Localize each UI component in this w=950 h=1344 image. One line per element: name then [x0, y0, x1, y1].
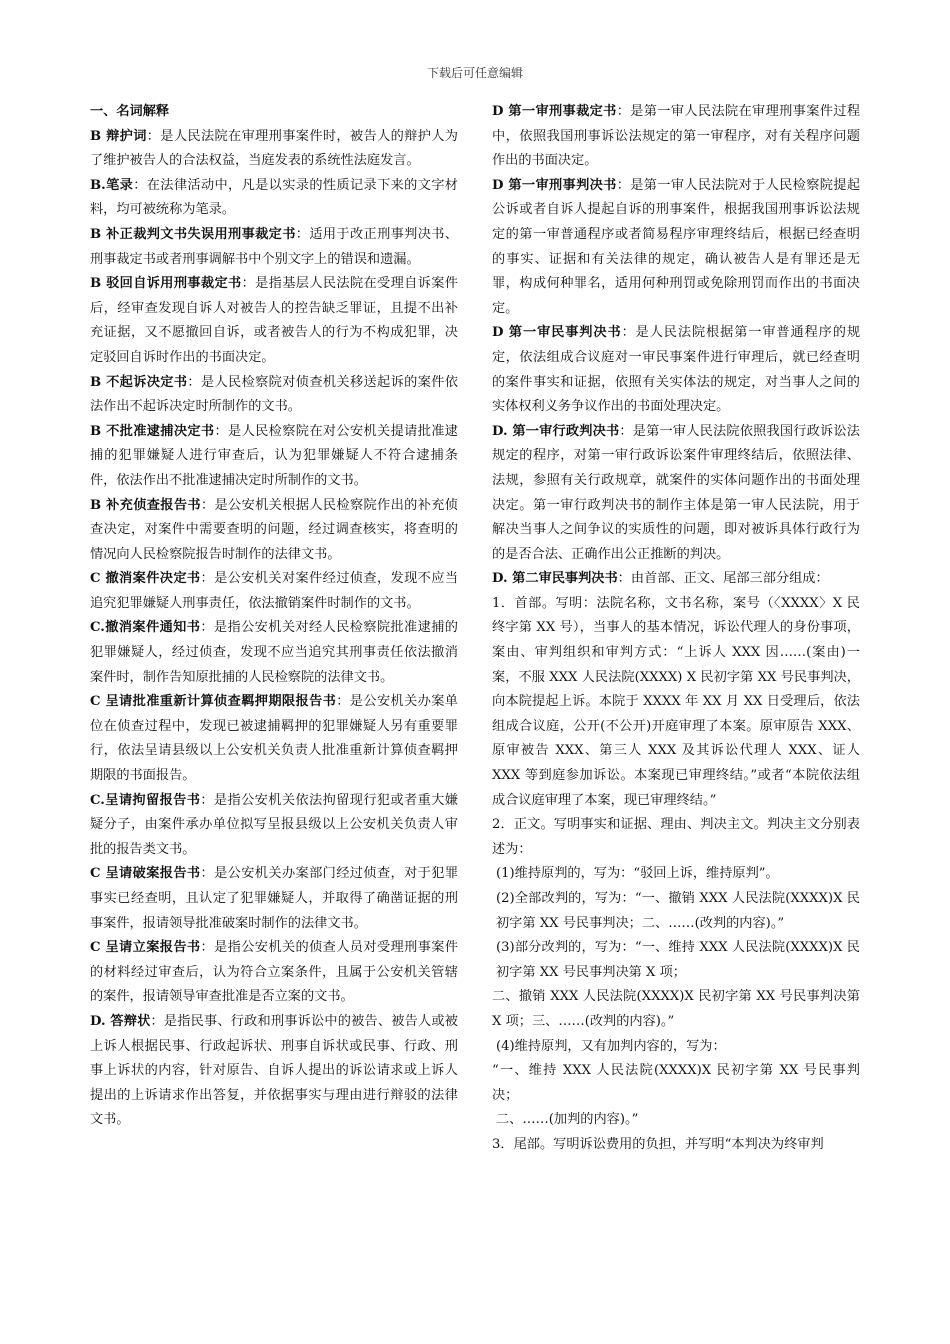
entry-term: B 驳回自诉用刑事裁定书 — [90, 276, 242, 292]
right-column — [492, 100, 860, 1158]
entry-term: C.撤消案件通知书 — [90, 620, 201, 636]
entry-term: D 第一审刑事判决书 — [492, 177, 617, 193]
entry-term: D 第一审刑事裁定书 — [492, 104, 617, 119]
entry-bohui-zisu — [90, 272, 458, 370]
section-title: 一、名词解释 — [90, 104, 170, 119]
entry-definition: ：适用于改正刑事判决书、刑事裁定书或者刑事调解书中个别文字上的错误和遗漏。 — [90, 226, 458, 267]
entry-ershen-minshi-panjue — [492, 567, 860, 592]
entry-definition: ：在法律活动中，凡是以实录的性质记录下来的文字材料，均可被统称为笔录。 — [90, 177, 458, 218]
paragraph-item-4-line2: 二、……(加判的内容)。” — [496, 1112, 639, 1128]
entry-definition: ：是人民法院根据第一审普通程序的规定，依法组成合议庭对一审民事案件进行审理后，就已经查明的案件事实和证据，依照有关实体法的规定，对当事人之间的实体权利义务争议作出的书面处理决定。 — [492, 325, 861, 415]
paragraph-item-1: (1)维持原判的，写为：“驳回上诉，维持原判”。 — [496, 866, 779, 882]
entry-yishen-xingzheng-panjue — [492, 420, 860, 568]
entry-definition: ：是人民检察院在对公安机关提请批准逮捕的犯罪嫌疑人进行审查后，认为犯罪嫌疑人不符合逮捕条件，依法作出不批准逮捕决定时所制作的文书。 — [90, 423, 458, 488]
entry-definition: ：是指基层人民法院在受理自诉案件后，经审查发现自诉人对被告人的控告缺乏罪证，且提不出补充证据，又不愿撤回自诉，或者被告人的行为不构成犯罪，决定驳回自诉时作出的书面决定。 — [90, 276, 458, 365]
entry-buchong-zhencha — [90, 494, 458, 568]
entry-definition: ：是公安机关办案部门经过侦查，对于犯罪事实已经查明，且认定了犯罪嫌疑人，并取得了确凿证据的刑事案件，报请领导批准破案时制作的法律文书。 — [90, 866, 459, 931]
entry-bianhuci — [90, 125, 458, 174]
entry-term: C 呈请批准重新计算侦查羁押期限报告书 — [90, 694, 337, 710]
paragraph-item-2: (2)全部改判的，写为：“一、撤销 XXX 人民法院(XXXX)X 民初字第 XX 号民事判决；二、……(改判的内容)。” — [496, 891, 860, 931]
entry-term: C.呈请拘留报告书 — [90, 792, 201, 808]
entry-definition: ：是人民检察院对侦查机关移送起诉的案件依法作出不起诉决定时所制作的文书。 — [90, 374, 458, 415]
entry-definition: ：是指公安机关的侦查人员对受理刑事案件的材料经过审查后，认为符合立案条件，且属于公安机关管辖的案件，报请领导审查批准是否立案的文书。 — [90, 940, 459, 1005]
entry-yishen-xingshi-panjue — [492, 174, 860, 322]
entry-bupizhun-daibu — [90, 420, 458, 494]
entry-juliu — [90, 789, 458, 863]
entry-yishen-minshi-panjue — [492, 321, 860, 419]
entry-definition: ：是公安机关办案单位在侦查过程中，发现已被逮捕羁押的犯罪嫌疑人另有重要罪行，依法呈请县级以上公安机关负责人批准重新计算侦查羁押期限的书面报告。 — [90, 694, 458, 784]
entry-bilu — [90, 174, 458, 223]
entry-term: D 第一审民事判决书 — [492, 325, 622, 341]
paragraph-item-4-line1: “一、维持 XXX 人民法院(XXXX)X 民初字第 XX 号民事判决； — [492, 1063, 860, 1103]
entry-term: D. 第二审民事判决书 — [492, 571, 618, 587]
entry-definition: ：由首部、正文、尾部三部分组成： — [617, 571, 829, 587]
entry-term: C 撤消案件决定书 — [90, 571, 201, 587]
entry-definition: ：是第一审人民法院在审理刑事案件过程中，依照我国刑事诉讼法规定的第一审程序，对有关程序问题作出的书面决定。 — [492, 104, 861, 169]
entry-chexiao-jueding — [90, 567, 458, 616]
entry-definition: ：是第一审人民法院依照我国行政诉讼法规定的程序，对第一审行政诉讼案件审理终结后，依照法律、法规，参照有关行政规章，就案件的实体问题作出的书面处理决定。第一审行政判决书的制作主体是第一审人民法院，用于解决当事人之间争议的实质性的问题，即对被诉具体行政行为的是否合法、正确作出公正推断的判决。 — [492, 423, 860, 562]
entry-definition: ：是第一审人民法院对于人民检察院提起公诉或者自诉人提起自诉的刑事案件，根据我国刑事诉讼法规定的第一审普通程序或者简易程序审理终结后，根据已经查明的事实、证据和有关法律的规定，确认被告人是有罪还是无罪，构成何种罪名，适用何种刑罚或免除刑罚而作出的书面决定。 — [492, 177, 861, 316]
entry-lian — [90, 936, 458, 1010]
entry-term: D. 答辩状 — [90, 1013, 151, 1029]
paragraph-item-4: (4)维持原判，又有加判内容的，写为： — [496, 1038, 726, 1054]
entry-definition: ：是指公安机关依法拘留现行犯或者重大嫌疑分子，由案件承办单位拟写呈报县级以上公安机关负责人审批的报告类文书。 — [90, 792, 458, 857]
entry-term: B 补充侦查报告书 — [90, 497, 201, 513]
entry-buqisu — [90, 371, 458, 420]
entry-term: B 辩护词 — [90, 128, 147, 144]
entry-chongxin-jisuan — [90, 690, 458, 788]
paragraph-item-3-cont: 二、撤销 XXX 人民法院(XXXX)X 民初字第 XX 号民事判决第 X 项；三、……(改判的内容)。” — [492, 989, 860, 1029]
entry-definition: ：是公安机关根据人民检察院作出的补充侦查决定，对案件中需要查明的问题，经过调查核实，将查明的情况向人民检察院报告时制作的法律文书。 — [90, 497, 458, 562]
entry-term: C 呈请破案报告书 — [90, 866, 201, 882]
entry-buzheng — [90, 223, 458, 272]
entry-definition: ：是公安机关对案件经过侦查，发现不应当追究犯罪嫌疑人刑事责任，依法撤销案件时制作的文书。 — [90, 571, 459, 611]
entry-definition: ：是人民法院在审理刑事案件时，被告人的辩护人为了维护被告人的合法权益，当庭发表的系统性法庭发言。 — [90, 128, 458, 169]
paragraph-weibu: 3．尾部。写明诉讼费用的负担，并写明“本判决为终审判 — [492, 1136, 824, 1152]
entry-term: D. 第一审行政判决书 — [492, 423, 620, 439]
entry-term: B.笔录 — [90, 177, 134, 193]
page-header: 下载后可任意编辑 — [426, 66, 523, 80]
entry-definition: ：是指公安机关对经人民检察院批准逮捕的犯罪嫌疑人，经过侦查，发现不应当追究其刑事责任依法撤消案件时，制作告知原批捕的人民检察院的法律文书。 — [90, 620, 458, 685]
paragraph-zhengwen: 2．正文。写明事实和证据、理由、判决主文。判决主文分别表述为： — [492, 817, 860, 857]
entry-term: B 不批准逮捕决定书 — [90, 423, 215, 439]
entry-term: B 补正裁判文书失误用刑事裁定书 — [90, 226, 296, 242]
entry-dabianzhuang — [90, 1010, 458, 1133]
entry-yishen-xingshi-caiding — [492, 100, 860, 174]
entry-definition: ：是指民事、行政和刑事诉讼中的被告、被告人或被上诉人根据民事、行政起诉状、刑事自诉状或民事、行政、刑事上诉状的内容，针对原告、自诉人提出的诉讼请求或上诉人提出的上诉请求作出答复，并依据事实与理由进行辩驳的法律文书。 — [90, 1013, 458, 1128]
paragraph-shoubu: 1．首部。写明：法院名称，文书名称，案号（〈XXXX〉X 民终字第 XX 号），当事人的基本情况，诉讼代理人的身份事项，案由、审判组织和审判方式：“上诉人 XXX 因……(案由)一案，不服 XXX 人民法院(XXXX) X 民初字第 XX 号民事判决，向本院提起上诉。本院于 XXXX 年 XX 月 XX 日受理后，依法组成合议庭，公开(不公开)开庭审理了本案。原审原告 XXX、原审被告 XXX、第三人 XXX 及其诉讼代理人 XXX、证人 XXX 等到庭参加诉讼。本案现已审理终结。”或者“本院依法组成合议庭审理了本案，现已审理终结。” — [492, 595, 860, 808]
entry-term: C 呈请立案报告书 — [90, 940, 201, 956]
entry-chexiao-tongzhi — [90, 616, 458, 690]
entry-term: B 不起诉决定书 — [90, 374, 188, 390]
paragraph-item-3: (3)部分改判的，写为：“一、维持 XXX 人民法院(XXXX)X 民初字第 XX 号民事判决第 X 项； — [496, 940, 860, 980]
entry-poan — [90, 862, 458, 936]
left-column — [90, 100, 458, 1133]
